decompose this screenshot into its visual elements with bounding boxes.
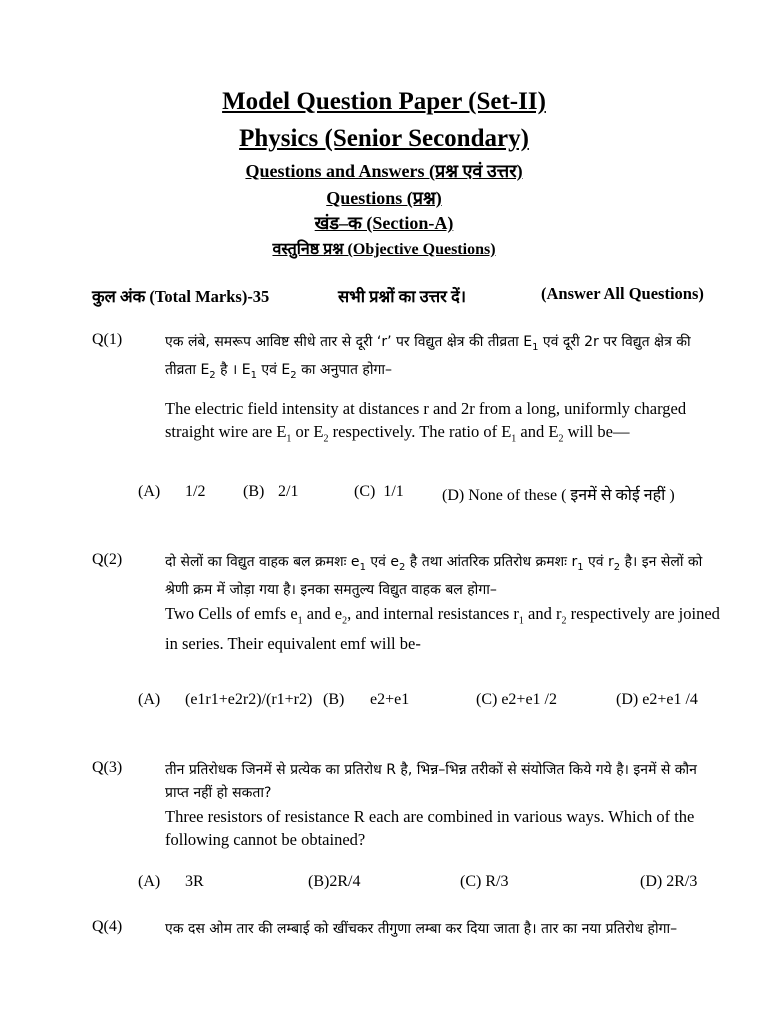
total-marks: कुल अंक (Total Marks)-35 bbox=[92, 287, 270, 306]
option-c: (C) e2+e1 /2 bbox=[476, 691, 557, 708]
option-c: (C) R/3 bbox=[460, 873, 509, 890]
question-english: The electric field intensity at distances r and 2r from a long, uniformly charged straight wire are $E_1$ or $E_2$ respectively. The ratio of $E_1$ and $E_2$ will be— bbox=[165, 398, 687, 444]
question-english: Three resistors of resistance R each are combined in various ways. Which of the following cannot be obtained? bbox=[165, 807, 695, 849]
option-d: (D) None of these ( इनमें से कोई नहीं ) bbox=[442, 487, 675, 504]
option-d: (D) e2+e1 /4 bbox=[616, 691, 698, 708]
question-number: Q(2) bbox=[92, 551, 123, 568]
objective-heading: वस्तुनिष्ठ प्रश्न (Objective Questions) bbox=[272, 241, 496, 258]
paper-title: Model Question Paper (Set-II) bbox=[222, 88, 546, 115]
question-text bbox=[165, 918, 725, 941]
question-hindi: दो सेलों का विद्युत वाहक बल क्रमशः $e_1$ एवं $e_2$ है तथा आंतरिक प्रतिरोध क्रमशः $r_1$ एवं $r_2$ है। इन सेलों को श्रेणी क्रम में जोड़ा गया है। इनका समतुल्य विद्युत वाहक बल होगा– bbox=[165, 554, 703, 598]
option-a-label: (A) bbox=[138, 483, 161, 500]
question-text bbox=[165, 331, 725, 450]
question-english: Two Cells of emfs $e_1$ and $e_2$, and internal resistances $r_1$ and $r_2$ respectively are joined in series. Their equivalent emf will be- bbox=[165, 603, 720, 654]
option-b-label: (B) bbox=[323, 691, 345, 708]
option-a-value: 3R bbox=[185, 873, 204, 890]
option-a-label: (A) bbox=[138, 873, 161, 890]
questions-heading: Questions (प्रश्न) bbox=[326, 188, 442, 208]
question-number: Q(3) bbox=[92, 759, 123, 776]
option-a-value: 1/2 bbox=[185, 483, 206, 500]
question-number: Q(4) bbox=[92, 918, 123, 935]
option-b: (B)2R/4 bbox=[308, 873, 361, 890]
option-b-value: e2+e1 bbox=[370, 691, 410, 708]
question-hindi: एक लंबे, समरूप आविष्ट सीधे तार से दूरी ‘r’ पर विद्युत क्षेत्र की तीव्रता $E_1$ एवं दूरी 2r पर विद्युत क्षेत्र की तीव्रता $E_2$ है । $E_1$ एवं $E_2$ का अनुपात होगा– bbox=[165, 334, 691, 381]
section-heading: खंड–क (Section-A) bbox=[314, 213, 454, 233]
qa-heading: Questions and Answers (प्रश्न एवं उत्तर) bbox=[245, 161, 523, 181]
question-hindi: एक दस ओम तार की लम्बाई को खींचकर तीगुणा लम्बा कर दिया जाता है। तार का नया प्रतिरोध होगा– bbox=[165, 921, 678, 937]
answer-all-english: (Answer All Questions) bbox=[541, 284, 704, 303]
subject-title: Physics (Senior Secondary) bbox=[239, 125, 529, 152]
option-c: (C) 1/1 bbox=[354, 483, 404, 500]
option-d: (D) 2R/3 bbox=[640, 873, 698, 890]
question-number: Q(1) bbox=[92, 331, 123, 348]
option-a-value: (e1r1+e2r2)/(r1+r2) bbox=[185, 691, 313, 708]
option-a-label: (A) bbox=[138, 691, 161, 708]
option-b-label: (B) bbox=[243, 483, 265, 500]
answer-all-hindi: सभी प्रश्नों का उत्तर दें। bbox=[338, 287, 467, 306]
question-hindi: तीन प्रतिरोधक जिनमें से प्रत्येक का प्रतिरोध R है, भिन्न–भिन्न तरीकों से संयोजित किये गये है। इनमें से कौन प्राप्त नहीं हो सकता? bbox=[165, 762, 697, 801]
question-text bbox=[165, 551, 725, 655]
question-text bbox=[165, 759, 725, 851]
option-b-value: 2/1 bbox=[278, 483, 299, 500]
